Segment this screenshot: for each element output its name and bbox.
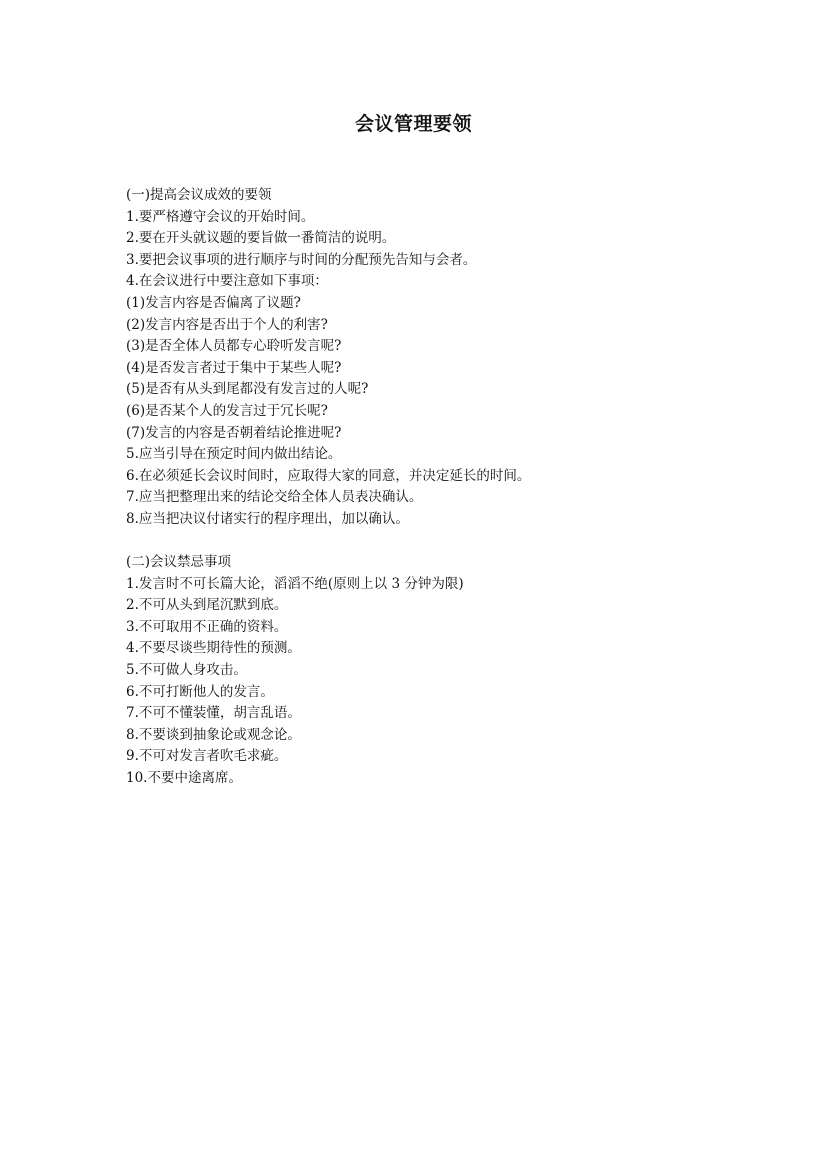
list-item: 6.在必须延长会议时间时，应取得大家的同意，并决定延长的时间。	[126, 467, 531, 484]
list-item: 5.应当引导在预定时间内做出结论。	[126, 446, 342, 463]
list-item: 3.要把会议事项的进行顺序与时间的分配预先告知与会者。	[126, 251, 477, 268]
list-item: 9.不可对发言者吹毛求疵。	[126, 748, 288, 765]
document-title: 会议管理要领	[354, 113, 472, 135]
list-item: 2.要在开头就议题的要旨做一番简洁的说明。	[126, 230, 396, 247]
list-item: 1.要严格遵守会议的开始时间。	[126, 208, 315, 225]
list-item: 4.在会议进行中要注意如下事项：	[126, 273, 328, 290]
sub-list-item: (6)是否某个人的发言过于冗长呢?	[126, 402, 328, 419]
list-item: 2.不可从头到尾沉默到底。	[126, 597, 288, 614]
list-item: 7.应当把整理出来的结论交给全体人员表决确认。	[126, 489, 423, 506]
list-item: 8.不要谈到抽象论或观念论。	[126, 726, 301, 743]
sub-list-item: (5)是否有从头到尾都没有发言过的人呢?	[126, 381, 369, 398]
section-heading: (一)提高会议成效的要领	[126, 187, 272, 203]
list-item: 5.不可做人身攻击。	[126, 662, 247, 679]
list-item: 3.不可取用不正确的资料。	[126, 618, 288, 635]
sub-list-item: (7)发言的内容是否朝着结论推进呢?	[126, 424, 342, 441]
sub-list-item: (4)是否发言者过于集中于某些人呢?	[126, 359, 342, 376]
sub-list-item: (1)发言内容是否偏离了议题?	[126, 294, 301, 311]
list-item: 10.不要中途离席。	[126, 770, 242, 787]
list-item: 1.发言时不可长篇大论，滔滔不绝(原则上以 3 分钟为限)	[126, 575, 464, 592]
section-heading: (二)会议禁忌事项	[126, 554, 232, 571]
section-taboos	[126, 552, 786, 790]
section-effectiveness	[126, 185, 786, 531]
list-item: 8.应当把决议付诸实行的程序理出，加以确认。	[126, 510, 409, 527]
list-item: 4.不要尽谈些期待性的预测。	[126, 640, 301, 657]
document-body	[126, 185, 786, 790]
list-item: 7.不可不懂装懂，胡言乱语。	[126, 705, 301, 722]
sub-list-item: (2)发言内容是否出于个人的利害?	[126, 316, 328, 333]
list-item: 6.不可打断他人的发言。	[126, 683, 274, 700]
sub-list-item: (3)是否全体人员都专心聆听发言呢?	[126, 338, 342, 355]
